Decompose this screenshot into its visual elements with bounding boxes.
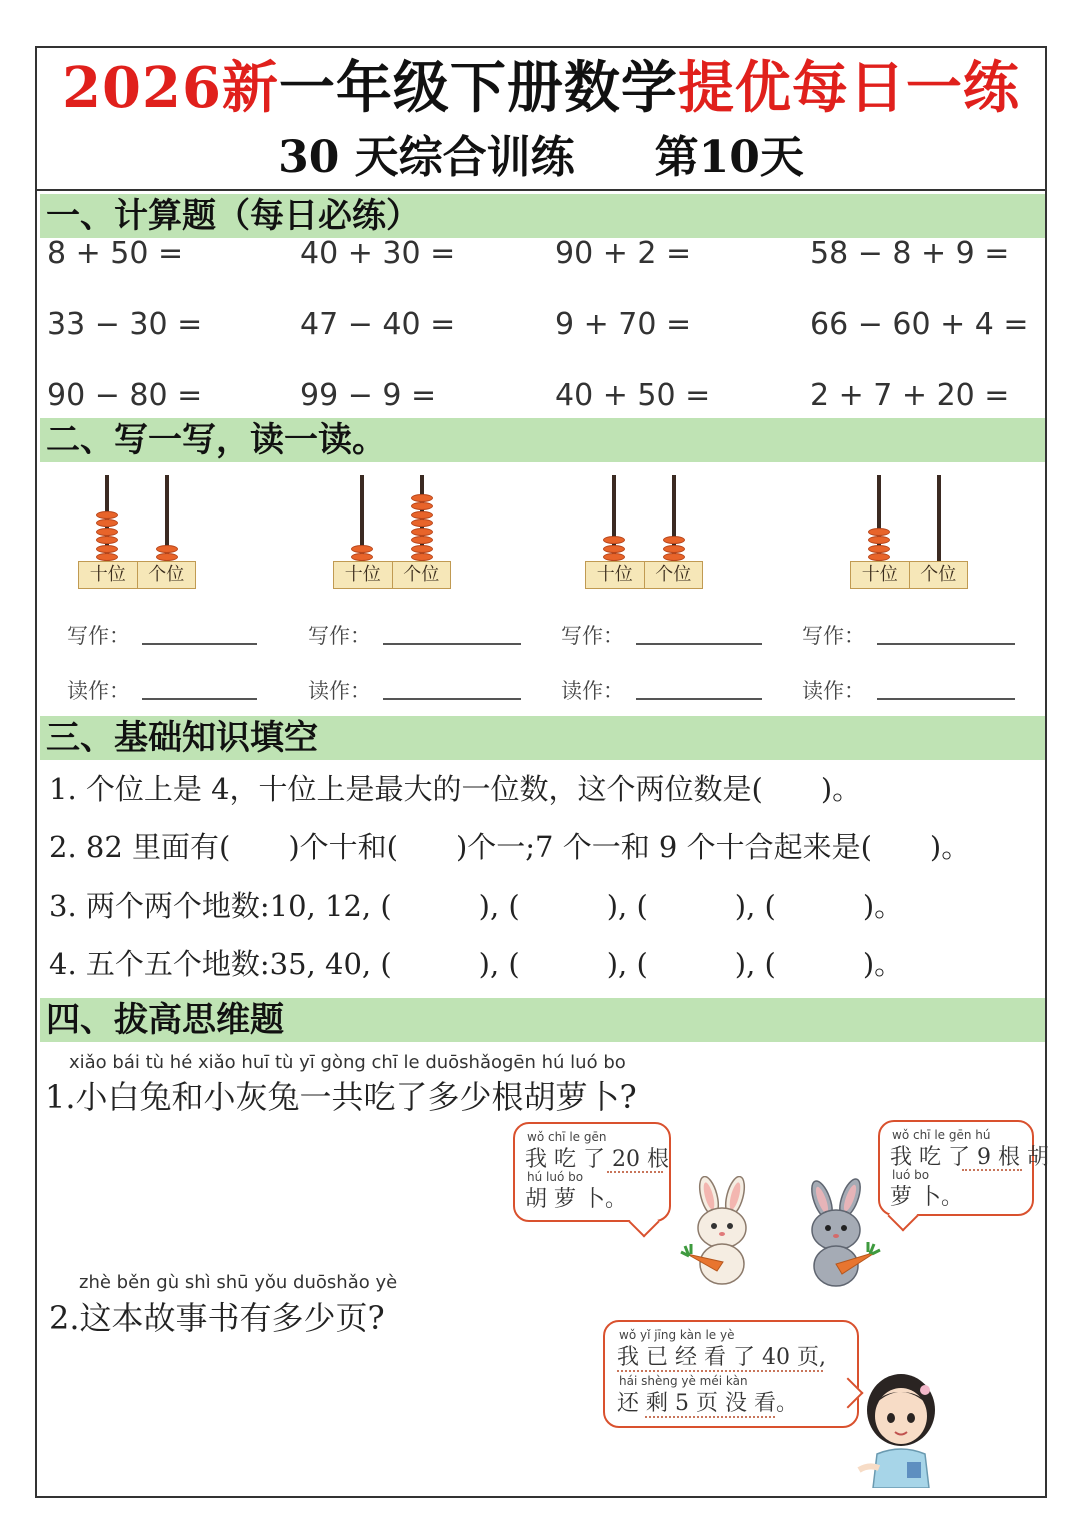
calc-problem: 47 − 40 =: [300, 307, 456, 342]
answer-underline: [617, 1366, 823, 1372]
abacus-base: [333, 561, 451, 589]
read-label: 读作：: [561, 679, 624, 703]
calc-problem: 40 + 30 =: [300, 236, 456, 271]
answer-underline: [962, 1165, 1022, 1171]
ones-label: 个位: [392, 562, 451, 588]
calc-problem: 33 − 30 =: [47, 307, 203, 342]
page-title: 2026新一年级下册数学提优每日一练: [62, 55, 1020, 121]
write-label: 写作：: [802, 624, 865, 648]
read-label: 读作：: [308, 679, 371, 703]
ones-bead: [156, 553, 178, 561]
read-label: 读作：: [802, 679, 865, 703]
bubble-text: 胡 萝 卜。: [525, 1187, 627, 1212]
ones-label: 个位: [644, 562, 703, 588]
ones-rod: [937, 475, 941, 561]
calc-problem: 58 − 8 + 9 =: [810, 236, 1010, 271]
section2-heading: 二、写一写，读一读。: [40, 418, 1045, 462]
tens-bead: [96, 536, 118, 544]
read-answer-line[interactable]: [636, 698, 762, 700]
page-subtitle: 30 天综合训练 第10天: [278, 132, 804, 183]
bubble-text: 还 剩 5 页 没 看。: [617, 1391, 798, 1416]
tens-label: 十位: [596, 564, 633, 585]
fill-in-question: 4. 五个五个地数:35, 40, ( ), ( ), ( ), ( )。: [49, 947, 904, 981]
abacus: [333, 475, 451, 595]
ones-bead: [411, 528, 433, 536]
calc-problem: 9 + 70 =: [555, 307, 692, 342]
abacus-base: [78, 561, 196, 589]
abacus: [585, 475, 703, 595]
worksheet: [35, 46, 1047, 1498]
write-answer-line[interactable]: [636, 643, 762, 645]
answer-underline: [645, 1412, 775, 1418]
question2-pinyin: zhè běn gù shì shū yǒu duōshǎo yè: [79, 1272, 398, 1293]
tens-bead: [868, 553, 890, 561]
tens-bead: [96, 545, 118, 553]
grey-rabbit-icon: [792, 1178, 882, 1288]
tens-bead: [96, 553, 118, 561]
tens-bead: [868, 536, 890, 544]
ones-bead: [411, 545, 433, 553]
ones-bead: [411, 511, 433, 519]
ones-bead: [663, 545, 685, 553]
tens-bead: [351, 553, 373, 561]
bubble-text: 萝 卜。: [890, 1185, 963, 1210]
write-label: 写作：: [561, 624, 624, 648]
bubble-pinyin: wǒ yǐ jīng kàn le yè: [619, 1328, 735, 1342]
fill-in-question: 1. 个位上是 4，十位上是最大的一位数，这个两位数是( )。: [49, 772, 862, 806]
read-answer-line[interactable]: [877, 698, 1015, 700]
bubble-pinyin: wǒ chī le gēn hú: [892, 1128, 991, 1142]
tens-label: 十位: [89, 564, 126, 585]
section3-heading: 三、基础知识填空: [40, 716, 1045, 760]
calc-problem: 99 − 9 =: [300, 378, 437, 413]
speech-bubble-white-rabbit: [513, 1122, 671, 1222]
tens-bead: [603, 536, 625, 544]
question1-pinyin: xiǎo bái tù hé xiǎo huī tù yī gòng chī le duōshǎogēn hú luó bo: [69, 1052, 626, 1073]
bubble-text: 我 吃 了 20 根: [525, 1147, 669, 1172]
write-label: 写作：: [308, 624, 371, 648]
tens-bead: [868, 528, 890, 536]
ones-bead: [411, 536, 433, 544]
tens-label: 十位: [344, 564, 381, 585]
speech-bubble-grey-rabbit: [878, 1120, 1049, 1216]
bubble-pinyin: luó bo: [892, 1168, 930, 1182]
ones-bead: [411, 519, 433, 527]
calc-problem: 40 + 50 =: [555, 378, 711, 413]
calc-problem: 2 + 7 + 20 =: [810, 378, 1010, 413]
bubble-text: 我 已 经 看 了 40 页,: [617, 1345, 826, 1370]
write-answer-line[interactable]: [383, 643, 521, 645]
ones-label: 个位: [137, 562, 196, 588]
calc-problem: 90 − 80 =: [47, 378, 203, 413]
read-answer-line[interactable]: [142, 698, 257, 700]
tens-bead: [96, 519, 118, 527]
question2-text: 2.这本故事书有多少页?: [49, 1299, 385, 1337]
calc-problem: 66 − 60 + 4 =: [810, 307, 1029, 342]
ones-bead: [411, 553, 433, 561]
read-label: 读作：: [67, 679, 130, 703]
tens-bead: [868, 545, 890, 553]
fill-in-question: 2. 82 里面有( )个十和( )个一;7 个一和 9 个十合起来是( )。: [49, 830, 971, 864]
ones-bead: [663, 536, 685, 544]
tens-bead: [96, 528, 118, 536]
write-answer-line[interactable]: [877, 643, 1015, 645]
abacus: [78, 475, 196, 595]
read-answer-line[interactable]: [383, 698, 521, 700]
white-rabbit-icon: [677, 1176, 767, 1286]
tens-bead: [603, 553, 625, 561]
section4-heading: 四、拔高思维题: [40, 998, 1045, 1042]
girl-icon: [849, 1370, 949, 1488]
tens-bead: [603, 545, 625, 553]
ones-bead: [411, 494, 433, 502]
ones-bead: [663, 553, 685, 561]
section1-heading: 一、计算题（每日必练）: [40, 194, 1045, 238]
abacus-base: [585, 561, 703, 589]
ones-bead: [411, 502, 433, 510]
fill-in-question: 3. 两个两个地数:10, 12, ( ), ( ), ( ), ( )。: [49, 889, 904, 923]
answer-underline: [607, 1167, 663, 1173]
speech-bubble-girl: [603, 1320, 859, 1428]
bubble-pinyin: hái shèng yè méi kàn: [619, 1374, 748, 1388]
tens-label: 十位: [861, 564, 898, 585]
bubble-pinyin: wǒ chī le gēn: [527, 1130, 607, 1144]
calc-problem: 8 + 50 =: [47, 236, 184, 271]
tens-bead: [96, 511, 118, 519]
abacus: [850, 475, 968, 595]
ones-bead: [156, 545, 178, 553]
bubble-tail: [628, 1206, 659, 1237]
write-label: 写作：: [67, 624, 130, 648]
question1-text: 1.小白兔和小灰兔一共吃了多少根胡萝卜?: [45, 1078, 637, 1116]
write-answer-line[interactable]: [142, 643, 257, 645]
bubble-text: 我 吃 了 9 根 胡: [890, 1145, 1049, 1170]
calc-problem: 90 + 2 =: [555, 236, 692, 271]
ones-label: 个位: [909, 562, 968, 588]
bubble-pinyin: hú luó bo: [527, 1170, 584, 1184]
tens-bead: [351, 545, 373, 553]
title-divider: [37, 189, 1045, 191]
abacus-base: [850, 561, 968, 589]
